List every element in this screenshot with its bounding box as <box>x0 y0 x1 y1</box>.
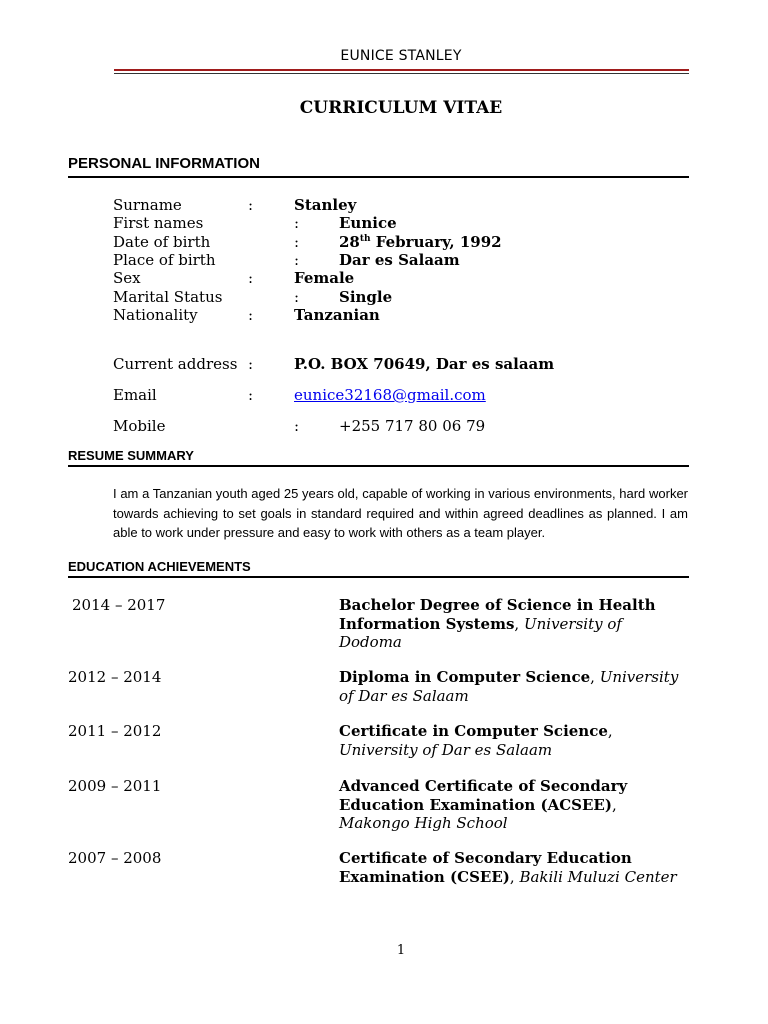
education-years: 2011 – 2012 <box>68 722 162 740</box>
section-rule-personal <box>68 176 689 178</box>
label-current-address: Current address <box>113 355 238 373</box>
section-heading-education: EDUCATION ACHIEVEMENTS <box>68 559 251 574</box>
colon: : <box>248 196 254 214</box>
colon: : <box>294 417 300 435</box>
education-entry: Bachelor Degree of Science in Health Information Systems, University of Dodoma <box>339 596 656 651</box>
value-mobile: +255 717 80 06 79 <box>339 417 486 435</box>
education-entry: Certificate of Secondary Education Examination (CSEE), Bakili Muluzi Center <box>339 849 677 886</box>
page-number: 1 <box>396 943 406 958</box>
colon: : <box>248 269 254 287</box>
label-sex: Sex <box>113 269 141 287</box>
document-title: CURRICULUM VITAE <box>299 98 503 118</box>
education-years: 2007 – 2008 <box>68 849 162 867</box>
colon: : <box>248 355 254 373</box>
education-entry: Diploma in Computer Science, University of Dar es Salaam <box>339 668 679 705</box>
colon: : <box>248 306 254 324</box>
colon: : <box>294 214 300 232</box>
education-years: 2009 – 2011 <box>68 777 162 795</box>
value-current-address: P.O. BOX 70649, Dar es salaam <box>294 355 555 373</box>
label-email: Email <box>113 386 157 404</box>
value-place-of-birth: Dar es Salaam <box>339 251 460 269</box>
label-nationality: Nationality <box>113 306 198 324</box>
value-first-names: Eunice <box>339 214 397 232</box>
label-marital-status: Marital Status <box>113 288 223 306</box>
value-surname: Stanley <box>294 196 357 214</box>
value-nationality: Tanzanian <box>294 306 380 324</box>
education-entry: Advanced Certificate of Secondary Education Examination (ACSEE), Makongo High School <box>339 777 628 832</box>
document-header-name: EUNICE STANLEY <box>340 48 462 64</box>
value-date-of-birth: 28th February, 1992 <box>339 233 502 251</box>
colon: : <box>294 288 300 306</box>
header-rule-black <box>114 73 689 74</box>
section-heading-summary: RESUME SUMMARY <box>68 448 194 463</box>
label-surname: Surname <box>113 196 182 214</box>
label-first-names: First names <box>113 214 204 232</box>
section-heading-personal: PERSONAL INFORMATION <box>68 155 260 172</box>
header-rule-red <box>114 69 689 71</box>
label-mobile: Mobile <box>113 417 166 435</box>
colon: : <box>294 233 300 251</box>
value-sex: Female <box>294 269 355 287</box>
colon: : <box>294 251 300 269</box>
education-years: 2012 – 2014 <box>68 668 162 686</box>
section-rule-education <box>68 576 689 578</box>
summary-paragraph: I am a Tanzanian youth aged 25 years old, capable of working in various environments, hard worker towards achieving to set goals in standard required and within agreed deadlines as planned. I am able to work under pressure and easy to work with others as a team player. <box>113 486 688 540</box>
education-entry: Certificate in Computer Science, University of Dar es Salaam <box>339 722 613 759</box>
section-rule-summary <box>68 465 689 467</box>
colon: : <box>248 386 254 404</box>
label-date-of-birth: Date of birth <box>113 233 211 251</box>
education-years: 2014 – 2017 <box>72 596 166 614</box>
label-place-of-birth: Place of birth <box>113 251 216 269</box>
email-link[interactable]: eunice32168@gmail.com <box>294 386 486 404</box>
value-marital-status: Single <box>339 288 393 306</box>
